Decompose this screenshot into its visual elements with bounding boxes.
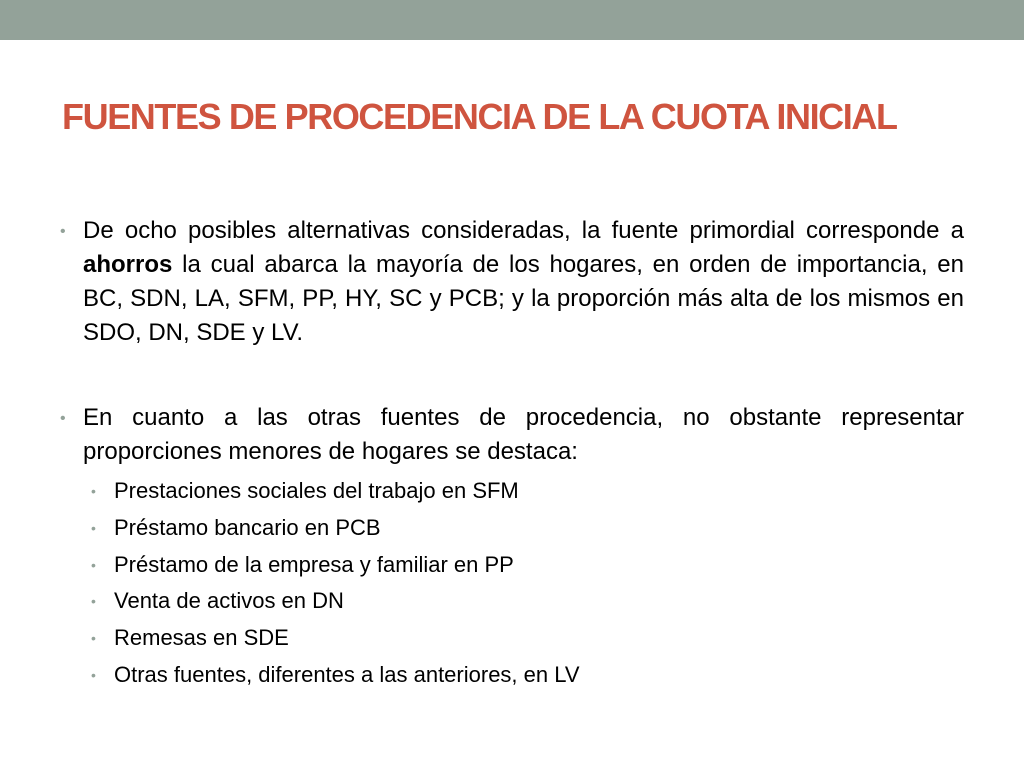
bullet-text-emphasis: ahorros xyxy=(83,251,173,278)
sub-bullet-list xyxy=(60,473,964,694)
bullet-dot-icon: • xyxy=(60,410,66,427)
sub-bullet-dot-icon: • xyxy=(91,666,96,683)
sub-bullet-dot-icon: • xyxy=(91,630,96,647)
sub-bullet-text: Préstamo de la empresa y familiar en PP xyxy=(114,551,514,577)
sub-bullet-dot-icon: • xyxy=(91,519,96,536)
sub-bullet-text: Préstamo bancario en PCB xyxy=(114,514,381,540)
sub-bullet-dot-icon: • xyxy=(91,593,96,610)
bullet-item-ahorros xyxy=(60,214,964,350)
bullet-text-rest: la cual abarca la mayoría de los hogares, en orden de importancia, en BC, SDN, LA, SFM, PP, HY, SC y PCB; y la proporción más alta de los mismos en SDO, DN, SDE y LV. xyxy=(83,251,964,346)
sub-bullet-item xyxy=(60,510,964,547)
sub-bullet-item xyxy=(60,547,964,584)
slide-content xyxy=(60,214,964,694)
bullet-text-lead: De ocho posibles alternativas consideradas, la fuente primordial corresponde a xyxy=(83,217,964,244)
bullet-dot-icon: • xyxy=(60,223,66,240)
bullet-item-otras-fuentes xyxy=(60,401,964,469)
sub-bullet-text: Venta de activos en DN xyxy=(114,588,344,614)
bullet-text: En cuanto a las otras fuentes de procedencia, no obstante representar proporciones menores de hogares se destaca: xyxy=(83,404,964,465)
sub-bullet-dot-icon: • xyxy=(91,483,96,499)
sub-bullet-text: Otras fuentes, diferentes a las anteriores, en LV xyxy=(114,661,580,687)
sub-bullet-item xyxy=(60,620,964,657)
sub-bullet-text: Remesas en SDE xyxy=(114,625,289,651)
slide-title: FUENTES DE PROCEDENCIA DE LA CUOTA INICIAL xyxy=(62,96,897,137)
sub-bullet-item xyxy=(60,583,964,620)
sub-bullet-item xyxy=(60,657,964,694)
top-accent-bar xyxy=(0,0,1024,40)
sub-bullet-text: Prestaciones sociales del trabajo en SFM xyxy=(114,478,519,503)
sub-bullet-item xyxy=(60,473,964,510)
sub-bullet-dot-icon: • xyxy=(91,556,96,573)
